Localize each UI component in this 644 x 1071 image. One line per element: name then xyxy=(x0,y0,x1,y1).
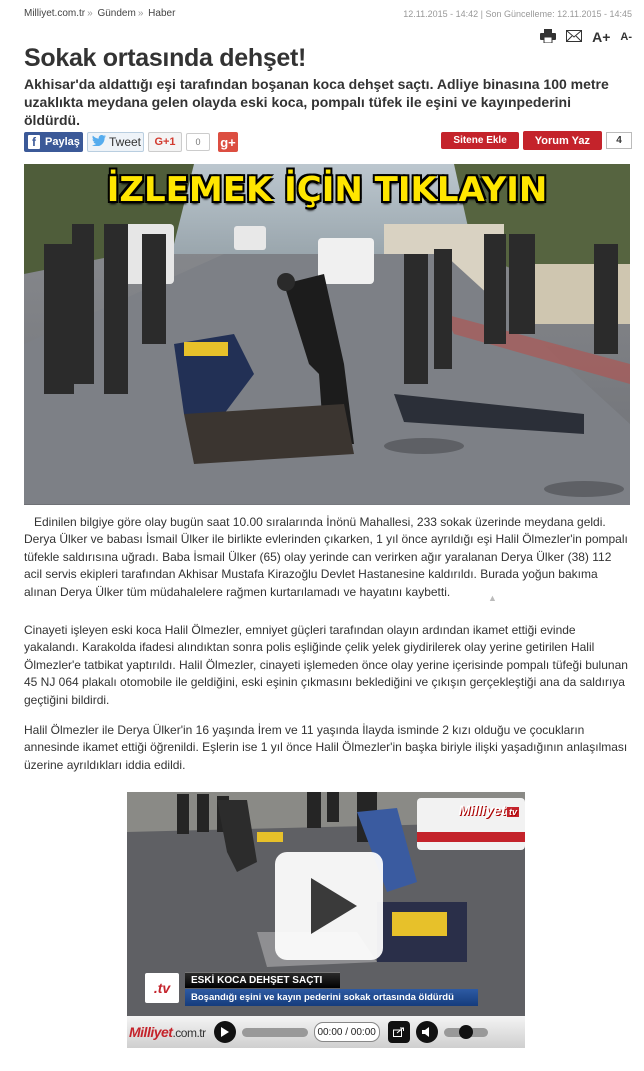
updated-label: Son Güncelleme: xyxy=(485,9,555,19)
video-subheadline: Boşandığı eşini ve kayın pederini sokak ortasında öldürdü xyxy=(185,989,478,1006)
print-icon[interactable] xyxy=(540,29,556,46)
share-bar xyxy=(24,132,238,152)
chevron-up-icon: ▲ xyxy=(488,593,497,603)
google-plus-share-button[interactable]: g+ xyxy=(218,132,238,152)
font-increase-button[interactable]: A+ xyxy=(592,29,611,45)
facebook-share-button[interactable] xyxy=(24,132,83,152)
seek-bar[interactable] xyxy=(242,1028,308,1037)
milliyet-tv-watermark xyxy=(459,802,519,818)
milliyet-tv-logo: .tv xyxy=(145,973,179,1003)
breadcrumb-current: Haber xyxy=(148,8,176,19)
milliyet-logo xyxy=(129,1024,206,1040)
time-display: 00:00 / 00:00 xyxy=(314,1022,380,1042)
watermark-brand: Milliyet xyxy=(458,802,506,818)
breadcrumb-separator: » xyxy=(137,8,144,19)
speaker-icon xyxy=(422,1027,432,1037)
add-to-site-button[interactable]: Sitene Ekle xyxy=(441,132,518,149)
facebook-share-label: Paylaş xyxy=(45,136,80,148)
article-image-caption: Edinilen bilgiye göre olay bugün saat 10.00 sıralarında İnönü Mahallesi, 233 sokak üzerinde meydana geldi. Derya Ülker ve babası İsmail Ülker ile birlikte evlerinden çıkarken, 1 yıl önce ayrıldığı eşi Halil Ölmezler'in pompalı tüfekle saldırısına uğradı. Baba İsmail Ülker (65) olay yerinde can verirken ağır yaralanan Derya Ülker (38) 112 acil servis ekipleri tarafından Akhisar Mustafa Kirazoğlu Devlet Hastanesine kaldırıldı. Burada yoğun bakıma alınan Derya Ülker tüm müdahalelere rağmen kurtarılamadı ve hayatını kaybetti. xyxy=(24,515,628,599)
video-controls xyxy=(127,1016,525,1048)
tweet-button[interactable] xyxy=(87,132,144,152)
breadcrumb-home-link[interactable]: Milliyet.com.tr xyxy=(24,8,86,19)
updated-date: 12.11.2015 - 14:45 xyxy=(557,9,632,19)
street-scene-image xyxy=(24,164,630,505)
google-plus-count: 0 xyxy=(186,133,210,151)
control-play-button[interactable] xyxy=(214,1021,236,1043)
mail-icon[interactable] xyxy=(566,30,582,45)
twitter-bird-icon xyxy=(92,135,106,149)
google-plus-one-button[interactable]: G+1 xyxy=(148,132,182,152)
video-headline: ESKİ KOCA DEHŞET SAÇTI xyxy=(185,972,340,988)
share-video-button[interactable] xyxy=(388,1021,410,1043)
video-lower-third xyxy=(145,970,507,1008)
write-comment-button[interactable]: Yorum Yaz xyxy=(523,131,602,150)
article-dates xyxy=(403,9,632,19)
volume-button[interactable] xyxy=(416,1021,438,1043)
watch-video-cta[interactable]: İZLEMEK İÇİN TIKLAYIN xyxy=(106,170,548,210)
brand-domain: .com.tr xyxy=(172,1026,206,1040)
article-actions xyxy=(441,131,632,150)
tweet-label: Tweet xyxy=(109,135,142,149)
comment-count-badge: 4 xyxy=(606,132,632,149)
article-tools xyxy=(540,28,632,46)
volume-slider[interactable] xyxy=(444,1028,488,1037)
date-separator: | xyxy=(480,9,484,19)
font-decrease-button[interactable]: A- xyxy=(620,31,632,43)
article-main-image[interactable] xyxy=(24,164,630,505)
published-date: 12.11.2015 - 14:42 xyxy=(403,9,479,19)
play-icon xyxy=(311,878,357,934)
play-icon xyxy=(221,1027,229,1037)
article-lead: Akhisar'da aldattığı eşi tarafından boşanan koca dehşet saçtı. Adliye binasına 100 metre uzaklıkta meydana gelen olayda eski koca, pompalı tüfek ile eşini ve kayınpederini öldürdü. xyxy=(24,76,609,128)
article-paragraph: Cinayeti işleyen eski koca Halil Ölmezler, emniyet güçleri tarafından olayın ardından ikamet ettiği evinde yakalandı. Karakolda ifadesi alındıktan sonra polis eşliğinde çelik yelek giydirilerek olay yerine getirilen Halil Ölmezler'e tatbikat yaptırıldı. Halil Ölmezler, cinayeti işlemeden önce olay yerine içerisinde pompalı tüfeği bulunan 45 NJ 064 plakalı otomobile ile geldiğini, eski eşinin çıkmasını beklediğini ve çıkışın gerçekleştiği ana da saldırıya geçtiğini bildirdi. xyxy=(24,623,628,707)
breadcrumb-separator: » xyxy=(87,8,93,19)
top-bar xyxy=(0,0,644,28)
facebook-icon: f xyxy=(28,135,40,149)
article-title: Sokak ortasında dehşet! xyxy=(24,44,307,72)
article-paragraph: Halil Ölmezler ile Derya Ülker'in 16 yaşında İrem ve 11 yaşında İlayda isminde 2 kızı olduğu ve çocukların annesinde ikamet ettiği öğrenildi. Eşlerin ise 1 yıl önce Halil Ölmezler'in başka biriyle ilişki yaşadığının anlaşılması üzerine ayrıldıkları iddia edildi. xyxy=(24,723,628,772)
breadcrumb xyxy=(24,8,175,19)
watermark-tv: tv xyxy=(508,807,517,817)
share-icon xyxy=(393,1027,405,1037)
play-button[interactable] xyxy=(275,852,383,960)
volume-knob[interactable] xyxy=(459,1025,473,1039)
brand-name: Milliyet xyxy=(129,1024,173,1040)
breadcrumb-gundem-link[interactable]: Gündem xyxy=(97,8,136,19)
video-player[interactable] xyxy=(127,792,525,1048)
